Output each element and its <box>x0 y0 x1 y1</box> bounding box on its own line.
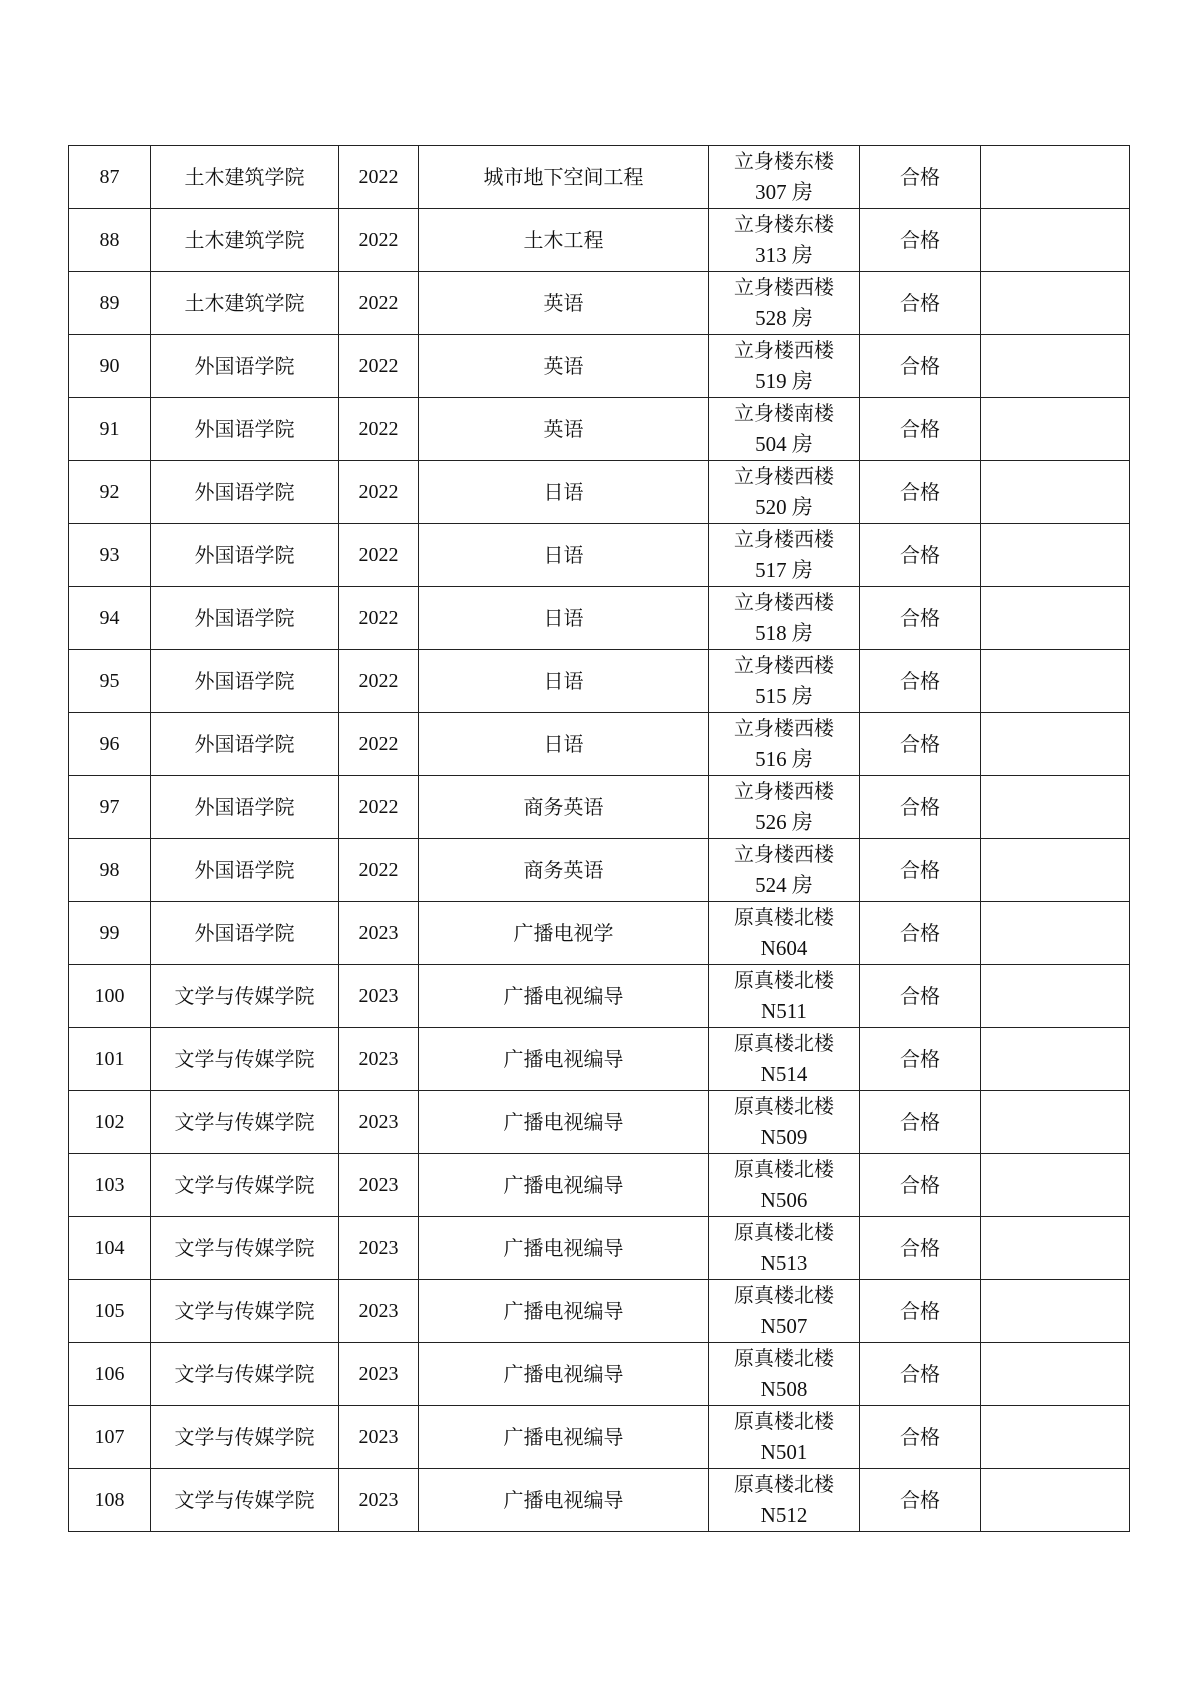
result-cell: 合格 <box>860 587 981 650</box>
year-cell: 2022 <box>339 272 419 335</box>
location-building: 立身楼西楼 <box>734 842 834 866</box>
year-cell: 2022 <box>339 650 419 713</box>
year-cell: 2022 <box>339 776 419 839</box>
table-row <box>69 1406 1130 1469</box>
note-cell <box>981 1469 1130 1532</box>
row-number-cell: 97 <box>69 776 151 839</box>
major-cell: 土木工程 <box>419 209 709 272</box>
location-cell <box>709 1343 860 1406</box>
college-cell: 文学与传媒学院 <box>151 1217 339 1280</box>
row-number-cell: 102 <box>69 1091 151 1154</box>
row-number-cell: 96 <box>69 713 151 776</box>
college-cell: 文学与传媒学院 <box>151 1469 339 1532</box>
location-building: 立身楼西楼 <box>734 464 834 488</box>
year-cell: 2023 <box>339 1028 419 1091</box>
major-cell: 日语 <box>419 461 709 524</box>
row-number-cell: 95 <box>69 650 151 713</box>
major-cell: 广播电视编导 <box>419 1217 709 1280</box>
row-number-cell: 99 <box>69 902 151 965</box>
year-cell: 2023 <box>339 1091 419 1154</box>
location-building: 原真楼北楼 <box>734 968 834 992</box>
year-cell: 2023 <box>339 902 419 965</box>
location-room: 504 房 <box>755 432 813 456</box>
location-cell <box>709 1280 860 1343</box>
major-cell: 广播电视编导 <box>419 1091 709 1154</box>
major-cell: 英语 <box>419 398 709 461</box>
table-row <box>69 209 1130 272</box>
location-cell <box>709 839 860 902</box>
college-cell: 外国语学院 <box>151 335 339 398</box>
location-building: 立身楼东楼 <box>734 212 834 236</box>
result-cell: 合格 <box>860 524 981 587</box>
year-cell: 2023 <box>339 1217 419 1280</box>
note-cell <box>981 1217 1130 1280</box>
location-cell <box>709 713 860 776</box>
location-building: 原真楼北楼 <box>734 1157 834 1181</box>
major-cell: 日语 <box>419 650 709 713</box>
table-row <box>69 146 1130 209</box>
college-cell: 文学与传媒学院 <box>151 1343 339 1406</box>
location-building: 立身楼西楼 <box>734 527 834 551</box>
location-building: 立身楼南楼 <box>734 401 834 425</box>
year-cell: 2022 <box>339 713 419 776</box>
result-cell: 合格 <box>860 839 981 902</box>
location-building: 立身楼西楼 <box>734 590 834 614</box>
year-cell: 2022 <box>339 839 419 902</box>
row-number-cell: 98 <box>69 839 151 902</box>
college-cell: 外国语学院 <box>151 713 339 776</box>
row-number-cell: 91 <box>69 398 151 461</box>
result-cell: 合格 <box>860 209 981 272</box>
note-cell <box>981 902 1130 965</box>
location-room: 518 房 <box>755 621 813 645</box>
college-cell: 外国语学院 <box>151 587 339 650</box>
table-row <box>69 1280 1130 1343</box>
location-room: N514 <box>760 1062 808 1086</box>
row-number-cell: 103 <box>69 1154 151 1217</box>
table-row <box>69 650 1130 713</box>
result-cell: 合格 <box>860 713 981 776</box>
college-cell: 土木建筑学院 <box>151 209 339 272</box>
college-cell: 文学与传媒学院 <box>151 1406 339 1469</box>
table-row <box>69 587 1130 650</box>
result-cell: 合格 <box>860 398 981 461</box>
note-cell <box>981 398 1130 461</box>
location-room: N501 <box>760 1440 808 1464</box>
table-row <box>69 839 1130 902</box>
location-building: 立身楼西楼 <box>734 653 834 677</box>
location-cell <box>709 1091 860 1154</box>
table-row <box>69 461 1130 524</box>
location-room: N508 <box>760 1377 808 1401</box>
college-cell: 文学与传媒学院 <box>151 1028 339 1091</box>
location-cell <box>709 776 860 839</box>
college-cell: 文学与传媒学院 <box>151 965 339 1028</box>
major-cell: 商务英语 <box>419 839 709 902</box>
location-room: 528 房 <box>755 306 813 330</box>
location-building: 立身楼西楼 <box>734 779 834 803</box>
year-cell: 2023 <box>339 1343 419 1406</box>
result-cell: 合格 <box>860 1217 981 1280</box>
note-cell <box>981 1406 1130 1469</box>
major-cell: 日语 <box>419 587 709 650</box>
major-cell: 日语 <box>419 713 709 776</box>
year-cell: 2022 <box>339 587 419 650</box>
table-row <box>69 1217 1130 1280</box>
college-cell: 文学与传媒学院 <box>151 1280 339 1343</box>
major-cell: 英语 <box>419 272 709 335</box>
college-cell: 外国语学院 <box>151 776 339 839</box>
location-cell <box>709 1406 860 1469</box>
location-room: 313 房 <box>755 243 813 267</box>
location-room: 526 房 <box>755 810 813 834</box>
note-cell <box>981 713 1130 776</box>
row-number-cell: 92 <box>69 461 151 524</box>
year-cell: 2023 <box>339 1154 419 1217</box>
location-room: N511 <box>761 999 807 1023</box>
row-number-cell: 107 <box>69 1406 151 1469</box>
result-cell: 合格 <box>860 1280 981 1343</box>
note-cell <box>981 335 1130 398</box>
result-cell: 合格 <box>860 146 981 209</box>
year-cell: 2022 <box>339 335 419 398</box>
location-building: 立身楼西楼 <box>734 338 834 362</box>
row-number-cell: 104 <box>69 1217 151 1280</box>
major-cell: 商务英语 <box>419 776 709 839</box>
location-room: 520 房 <box>755 495 813 519</box>
major-cell: 广播电视编导 <box>419 1280 709 1343</box>
location-cell <box>709 209 860 272</box>
location-cell <box>709 1469 860 1532</box>
location-building: 立身楼西楼 <box>734 275 834 299</box>
table-row <box>69 398 1130 461</box>
location-building: 原真楼北楼 <box>734 1031 834 1055</box>
table-row <box>69 1091 1130 1154</box>
year-cell: 2023 <box>339 1280 419 1343</box>
table-row <box>69 1028 1130 1091</box>
location-building: 原真楼北楼 <box>734 1094 834 1118</box>
location-building: 立身楼东楼 <box>734 149 834 173</box>
note-cell <box>981 965 1130 1028</box>
location-room: 524 房 <box>755 873 813 897</box>
inspection-results-table <box>68 145 1130 1532</box>
row-number-cell: 93 <box>69 524 151 587</box>
year-cell: 2023 <box>339 1406 419 1469</box>
college-cell: 外国语学院 <box>151 839 339 902</box>
year-cell: 2022 <box>339 146 419 209</box>
college-cell: 土木建筑学院 <box>151 146 339 209</box>
location-building: 原真楼北楼 <box>734 1220 834 1244</box>
college-cell: 外国语学院 <box>151 398 339 461</box>
row-number-cell: 89 <box>69 272 151 335</box>
row-number-cell: 108 <box>69 1469 151 1532</box>
location-cell <box>709 272 860 335</box>
row-number-cell: 88 <box>69 209 151 272</box>
major-cell: 广播电视编导 <box>419 1343 709 1406</box>
result-cell: 合格 <box>860 461 981 524</box>
table-row <box>69 965 1130 1028</box>
location-cell <box>709 587 860 650</box>
year-cell: 2022 <box>339 524 419 587</box>
location-room: N509 <box>760 1125 808 1149</box>
note-cell <box>981 1280 1130 1343</box>
result-cell: 合格 <box>860 902 981 965</box>
college-cell: 外国语学院 <box>151 650 339 713</box>
location-cell <box>709 1154 860 1217</box>
college-cell: 外国语学院 <box>151 524 339 587</box>
result-cell: 合格 <box>860 272 981 335</box>
row-number-cell: 101 <box>69 1028 151 1091</box>
location-room: N512 <box>760 1503 808 1527</box>
note-cell <box>981 1154 1130 1217</box>
major-cell: 广播电视编导 <box>419 1406 709 1469</box>
table-row <box>69 1469 1130 1532</box>
location-cell <box>709 1028 860 1091</box>
result-cell: 合格 <box>860 1406 981 1469</box>
year-cell: 2022 <box>339 461 419 524</box>
note-cell <box>981 1343 1130 1406</box>
location-cell <box>709 965 860 1028</box>
major-cell: 广播电视学 <box>419 902 709 965</box>
table-body <box>69 146 1130 1532</box>
location-cell <box>709 335 860 398</box>
location-cell <box>709 146 860 209</box>
row-number-cell: 90 <box>69 335 151 398</box>
major-cell: 广播电视编导 <box>419 1154 709 1217</box>
location-room: 307 房 <box>755 180 813 204</box>
row-number-cell: 106 <box>69 1343 151 1406</box>
table-row <box>69 524 1130 587</box>
location-room: N507 <box>760 1314 808 1338</box>
table-row <box>69 272 1130 335</box>
location-room: N506 <box>760 1188 808 1212</box>
location-room: N513 <box>760 1251 808 1275</box>
location-cell <box>709 461 860 524</box>
note-cell <box>981 587 1130 650</box>
location-room: 517 房 <box>755 558 813 582</box>
location-building: 原真楼北楼 <box>734 1409 834 1433</box>
row-number-cell: 94 <box>69 587 151 650</box>
result-cell: 合格 <box>860 335 981 398</box>
result-cell: 合格 <box>860 1469 981 1532</box>
note-cell <box>981 209 1130 272</box>
result-cell: 合格 <box>860 1343 981 1406</box>
college-cell: 文学与传媒学院 <box>151 1091 339 1154</box>
year-cell: 2023 <box>339 1469 419 1532</box>
college-cell: 土木建筑学院 <box>151 272 339 335</box>
table-row <box>69 1154 1130 1217</box>
note-cell <box>981 776 1130 839</box>
location-cell <box>709 902 860 965</box>
major-cell: 城市地下空间工程 <box>419 146 709 209</box>
location-room: N604 <box>760 936 808 960</box>
year-cell: 2022 <box>339 398 419 461</box>
major-cell: 日语 <box>419 524 709 587</box>
table-row <box>69 1343 1130 1406</box>
table-row <box>69 776 1130 839</box>
note-cell <box>981 524 1130 587</box>
major-cell: 广播电视编导 <box>419 1469 709 1532</box>
major-cell: 广播电视编导 <box>419 965 709 1028</box>
location-cell <box>709 1217 860 1280</box>
location-building: 原真楼北楼 <box>734 1346 834 1370</box>
location-room: 516 房 <box>755 747 813 771</box>
result-cell: 合格 <box>860 1091 981 1154</box>
college-cell: 外国语学院 <box>151 902 339 965</box>
note-cell <box>981 650 1130 713</box>
result-cell: 合格 <box>860 776 981 839</box>
table-row <box>69 713 1130 776</box>
note-cell <box>981 272 1130 335</box>
result-cell: 合格 <box>860 650 981 713</box>
college-cell: 文学与传媒学院 <box>151 1154 339 1217</box>
row-number-cell: 87 <box>69 146 151 209</box>
result-cell: 合格 <box>860 1028 981 1091</box>
row-number-cell: 100 <box>69 965 151 1028</box>
college-cell: 外国语学院 <box>151 461 339 524</box>
note-cell <box>981 1028 1130 1091</box>
year-cell: 2022 <box>339 209 419 272</box>
location-room: 515 房 <box>755 684 813 708</box>
table-row <box>69 902 1130 965</box>
note-cell <box>981 146 1130 209</box>
location-building: 原真楼北楼 <box>734 1283 834 1307</box>
location-cell <box>709 524 860 587</box>
note-cell <box>981 1091 1130 1154</box>
result-cell: 合格 <box>860 965 981 1028</box>
location-building: 原真楼北楼 <box>734 905 834 929</box>
table-row <box>69 335 1130 398</box>
year-cell: 2023 <box>339 965 419 1028</box>
location-cell <box>709 650 860 713</box>
note-cell <box>981 461 1130 524</box>
location-building: 立身楼西楼 <box>734 716 834 740</box>
location-building: 原真楼北楼 <box>734 1472 834 1496</box>
location-cell <box>709 398 860 461</box>
major-cell: 广播电视编导 <box>419 1028 709 1091</box>
result-cell: 合格 <box>860 1154 981 1217</box>
location-room: 519 房 <box>755 369 813 393</box>
row-number-cell: 105 <box>69 1280 151 1343</box>
note-cell <box>981 839 1130 902</box>
major-cell: 英语 <box>419 335 709 398</box>
